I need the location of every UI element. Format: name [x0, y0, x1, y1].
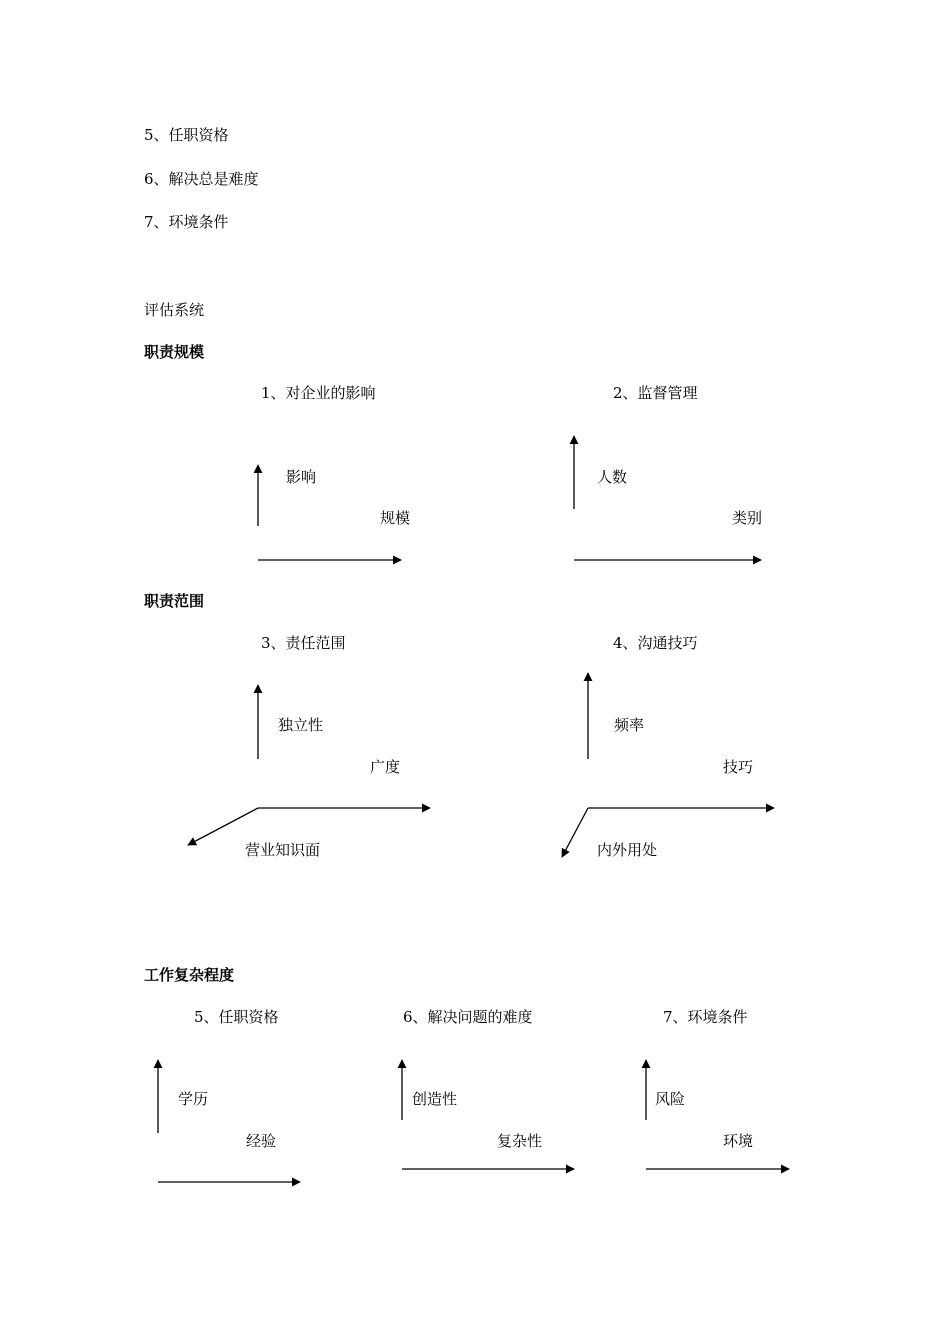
diagram-7-y-label: 风险 — [655, 1090, 686, 1108]
diagram-1-y-label: 影响 — [286, 468, 317, 486]
system-label: 评估系统 — [144, 301, 205, 319]
diagram-6-y-label: 创造性 — [412, 1090, 458, 1108]
diagram-3-y-label: 独立性 — [278, 716, 324, 734]
diagram-3-title: 3、责任范围 — [261, 634, 346, 652]
diagram-6-title: 6、解决问题的难度 — [403, 1008, 533, 1026]
diagram-5-y-label: 学历 — [178, 1090, 209, 1108]
diagram-7-x-label: 环境 — [723, 1132, 754, 1150]
diagram-1-x-label: 规模 — [380, 509, 411, 527]
diagram-4-x-label: 技巧 — [723, 758, 754, 776]
diagram-3-z-label: 营业知识面 — [245, 841, 321, 859]
section-heading-scale: 职责规模 — [144, 343, 205, 361]
section-heading-scope: 职责范围 — [144, 592, 205, 610]
diagram-2-x-label: 类别 — [732, 509, 763, 527]
diagram-5-title: 5、任职资格 — [194, 1008, 279, 1026]
intro-item-7: 7、环境条件 — [144, 213, 229, 231]
diagram-4-z-label: 内外用处 — [597, 841, 658, 859]
diagram-2-title: 2、监督管理 — [613, 384, 698, 402]
diagram-6-x-label: 复杂性 — [497, 1132, 543, 1150]
intro-item-5: 5、任职资格 — [144, 126, 229, 144]
diagram-4-title: 4、沟通技巧 — [613, 634, 698, 652]
diagram-3-z-arrow — [188, 808, 258, 845]
section-heading-complexity: 工作复杂程度 — [144, 966, 235, 984]
diagram-3-x-label: 广度 — [370, 758, 401, 776]
intro-item-6: 6、解决总是难度 — [144, 170, 259, 188]
diagram-4-y-label: 频率 — [614, 716, 645, 734]
diagram-4-z-arrow — [562, 808, 588, 857]
diagram-2-y-label: 人数 — [597, 468, 628, 486]
diagram-7-title: 7、环境条件 — [663, 1008, 748, 1026]
diagram-5-x-label: 经验 — [246, 1132, 277, 1150]
diagram-1-title: 1、对企业的影响 — [261, 384, 376, 402]
